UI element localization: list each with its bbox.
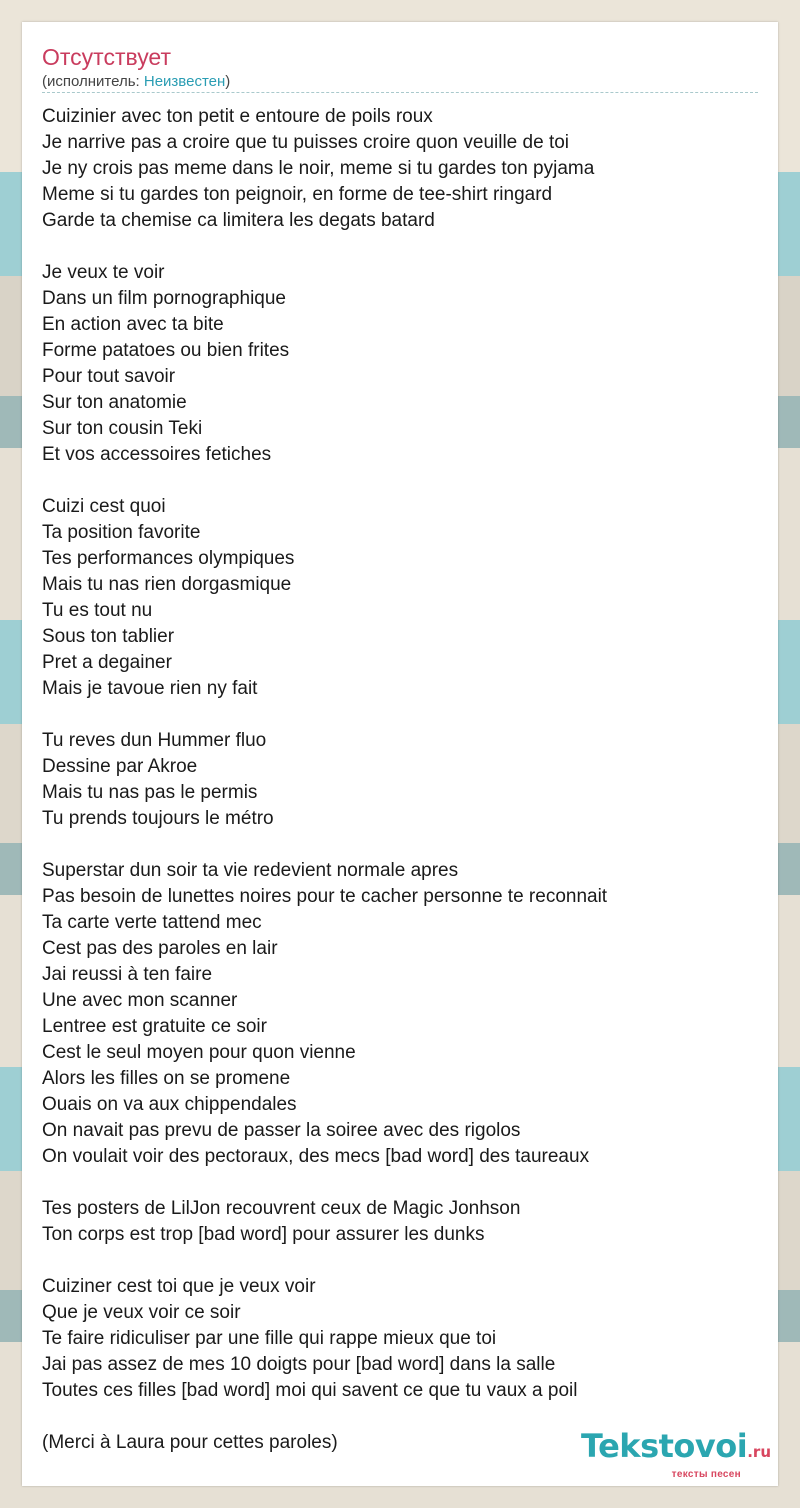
lyric-line: Pas besoin de lunettes noires pour te cacher personne te reconnait xyxy=(42,886,608,907)
artist-suffix: ) xyxy=(225,73,231,90)
lyric-line: Ouais on va aux chippendales xyxy=(42,1094,297,1115)
lyrics-stanza xyxy=(42,728,758,832)
lyric-line: En action avec ta bite xyxy=(42,314,224,335)
lyric-line: Mais tu nas rien dorgasmique xyxy=(42,574,292,595)
logo-name: Tekstovoi xyxy=(581,1427,748,1465)
lyric-line: Ta carte verte tattend mec xyxy=(42,912,262,933)
logo-tagline: тексты песен xyxy=(671,1469,741,1480)
artist-link[interactable]: Неизвестен xyxy=(143,73,226,90)
lyric-line: Pret a degainer xyxy=(42,652,172,673)
lyric-line: (Merci à Laura pour cettes paroles) xyxy=(42,1432,338,1453)
lyric-line: Mais tu nas pas le permis xyxy=(42,782,258,803)
lyric-line: On navait pas prevu de passer la soiree avec des rigolos xyxy=(42,1120,521,1141)
lyric-line: Jai pas assez de mes 10 doigts pour [bad word] dans la salle xyxy=(42,1354,556,1375)
lyric-line: Sous ton tablier xyxy=(42,626,175,647)
lyric-line: Cest pas des paroles en lair xyxy=(42,938,278,959)
lyrics-card xyxy=(22,22,778,1486)
lyric-line: Toutes ces filles [bad word] moi qui savent ce que tu vaux a poil xyxy=(42,1380,578,1401)
lyric-line: Garde ta chemise ca limitera les degats batard xyxy=(42,210,435,231)
lyrics-stanza xyxy=(42,104,758,234)
site-logo[interactable] xyxy=(561,1429,771,1481)
lyric-line: Cuizinier avec ton petit e entoure de poils roux xyxy=(42,106,433,127)
logo-tld: .ru xyxy=(747,1443,771,1461)
lyric-line: Alors les filles on se promene xyxy=(42,1068,291,1089)
lyric-line: Meme si tu gardes ton peignoir, en forme de tee-shirt ringard xyxy=(42,184,553,205)
lyric-line: Cest le seul moyen pour quon vienne xyxy=(42,1042,356,1063)
lyric-line: Mais je tavoue rien ny fait xyxy=(42,678,258,699)
lyric-line: Tes posters de LilJon recouvrent ceux de Magic Jonhson xyxy=(42,1198,521,1219)
lyric-line: Une avec mon scanner xyxy=(42,990,238,1011)
lyric-line: Dessine par Akroe xyxy=(42,756,198,777)
lyrics-body xyxy=(42,104,758,1482)
lyric-line: Tu es tout nu xyxy=(42,600,153,621)
lyric-line: Superstar dun soir ta vie redevient normale apres xyxy=(42,860,459,881)
lyric-line: Je ny crois pas meme dans le noir, meme si tu gardes ton pyjama xyxy=(42,158,595,179)
artist-prefix: (исполнитель: xyxy=(42,73,144,90)
lyric-line: Cuiziner cest toi que je veux voir xyxy=(42,1276,316,1297)
lyric-line: Forme patatoes ou bien frites xyxy=(42,340,290,361)
lyric-line: Sur ton anatomie xyxy=(42,392,187,413)
lyric-line: Tu prends toujours le métro xyxy=(42,808,274,829)
song-title: Отсутствует xyxy=(42,44,171,70)
lyric-line: Dans un film pornographique xyxy=(42,288,286,309)
lyric-line: Cuizi cest quoi xyxy=(42,496,166,517)
lyric-line: Tes performances olympiques xyxy=(42,548,295,569)
lyric-line: Lentree est gratuite ce soir xyxy=(42,1016,267,1037)
logo-wordmark xyxy=(561,1429,771,1469)
lyric-line: On voulait voir des pectoraux, des mecs [bad word] des taureaux xyxy=(42,1146,590,1167)
lyric-line: Te faire ridiculiser par une fille qui rappe mieux que toi xyxy=(42,1328,497,1349)
lyric-line: Pour tout savoir xyxy=(42,366,176,387)
lyric-line: Sur ton cousin Teki xyxy=(42,418,203,439)
lyric-line: Ton corps est trop [bad word] pour assurer les dunks xyxy=(42,1224,485,1245)
title-divider xyxy=(42,92,758,93)
lyric-line: Je narrive pas a croire que tu puisses croire quon veuille de toi xyxy=(42,132,570,153)
lyric-line: Jai reussi à ten faire xyxy=(42,964,213,985)
lyrics-stanza xyxy=(42,260,758,468)
lyric-line: Et vos accessoires fetiches xyxy=(42,444,272,465)
lyrics-stanza xyxy=(42,1196,758,1248)
lyric-line: Je veux te voir xyxy=(42,262,165,283)
lyric-line: Tu reves dun Hummer fluo xyxy=(42,730,267,751)
lyrics-stanza xyxy=(42,858,758,1170)
lyric-line: Ta position favorite xyxy=(42,522,201,543)
lyrics-stanza xyxy=(42,494,758,702)
artist-line xyxy=(42,73,230,91)
lyrics-stanza xyxy=(42,1274,758,1404)
lyric-line: Que je veux voir ce soir xyxy=(42,1302,241,1323)
